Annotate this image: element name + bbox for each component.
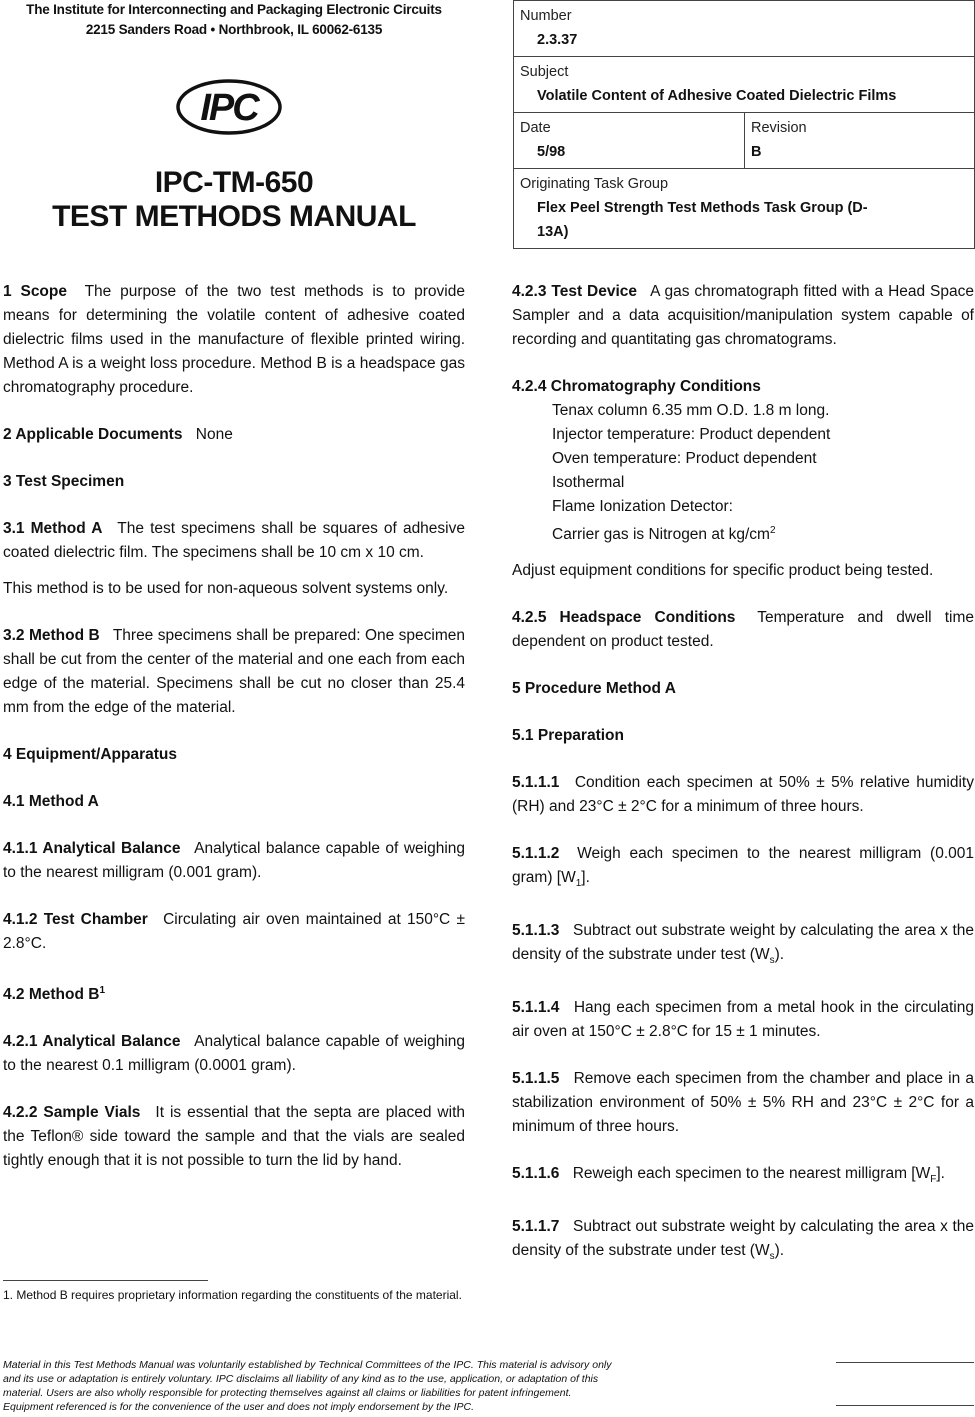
- step-text: Weigh each specimen to the nearest milligram (0.001 gram) [W: [512, 845, 974, 887]
- condition-item: Flame Ionization Detector:: [552, 498, 733, 515]
- step-text-end: ).: [774, 946, 785, 964]
- footnote: 1. Method B requires proprietary information regarding the constituents of the material.: [3, 1288, 462, 1302]
- step-5-1-1-1: [512, 771, 974, 819]
- manual-title-line2: TEST METHODS MANUAL: [52, 200, 416, 233]
- section-text: Analytical balance capable of weighing to the nearest milligram (0.001 gram).: [3, 840, 465, 881]
- task-group-cell: [514, 169, 975, 249]
- step-text: Hang each specimen from a metal hook in the circulating air oven at 150°C ± 2.8°C for 15 ± 1 minutes.: [512, 999, 974, 1041]
- superscript: 2: [769, 525, 776, 536]
- ipc-logo: [176, 79, 282, 135]
- step-5-1-1-2: [512, 842, 974, 896]
- footnote-rule: [3, 1280, 208, 1281]
- revision-value: B: [751, 144, 762, 160]
- step-5-1-1-3: [512, 919, 974, 973]
- condition-item: Injector temperature: Product dependent: [552, 426, 831, 443]
- step-text-end: ).: [774, 1242, 785, 1260]
- section-text: A gas chromatograph fitted with a Head Space Sampler and a data acquisition/manipulation system capable of recording and quantitating gas chromatograms.: [512, 283, 974, 348]
- document-info-table: [513, 0, 975, 249]
- section-5-heading: 5 Procedure Method A: [512, 680, 676, 698]
- condition-text: Carrier gas is Nitrogen at kg/cm: [552, 526, 770, 544]
- step-number: 5.1.1.5: [512, 1070, 560, 1088]
- revision-label: Revision: [751, 120, 807, 136]
- section-heading: 4.1.1 Analytical Balance: [3, 840, 181, 857]
- step-5-1-1-7: [512, 1215, 974, 1269]
- section-text: Analytical balance capable of weighing to the nearest 0.1 milligram (0.0001 gram).: [3, 1033, 465, 1075]
- section-heading: 2 Applicable Documents: [3, 426, 183, 443]
- manual-title: [0, 166, 468, 234]
- step-5-1-1-4: [512, 996, 974, 1044]
- disclaimer-line: and its use or adaptation is entirely voluntary. IPC disclaims all liability of any kind as to the use, application, or adaptation of this: [3, 1373, 599, 1385]
- step-number: 5.1.1.3: [512, 922, 560, 940]
- step-number: 5.1.1.6: [512, 1165, 560, 1183]
- section-4-2-heading: [3, 979, 465, 1007]
- step-text: Reweigh each specimen to the nearest milligram [W: [572, 1165, 931, 1183]
- condition-item: Tenax column 6.35 mm O.D. 1.8 m long.: [552, 402, 830, 419]
- section-4-1-1: [3, 837, 465, 885]
- organization-header: [0, 0, 468, 40]
- section-heading: 4.1.2 Test Chamber: [3, 911, 148, 928]
- condition-item: [552, 519, 974, 547]
- section-3-1-note: This method is to be used for non-aqueous solvent systems only.: [3, 580, 449, 597]
- section-4-2-2: [3, 1101, 465, 1173]
- page-info-rule-top: [836, 1362, 974, 1363]
- section-heading: 4.2.5 Headspace Conditions: [512, 609, 736, 627]
- step-text: Subtract out substrate weight by calculating the area x the density of the substrate under test (W: [512, 922, 974, 964]
- step-5-1-1-5: [512, 1067, 974, 1139]
- disclaimer-line: Material in this Test Methods Manual was voluntarily established by Technical Committees of the IPC. This material is advisory only: [3, 1359, 612, 1371]
- section-2-documents: [3, 423, 465, 447]
- task-group-value: Flex Peel Strength Test Methods Task Group (D-13A): [537, 200, 868, 240]
- section-1-scope: [3, 280, 465, 400]
- date-cell: [514, 113, 745, 169]
- disclaimer: [3, 1358, 703, 1414]
- section-heading: 3.2 Method B: [3, 627, 100, 644]
- section-text: Circulating air oven maintained at 150°C ± 2.8°C.: [3, 911, 465, 952]
- section-text: The test specimens shall be squares of adhesive coated dielectric film. The specimens shall be 10 cm x 10 cm.: [3, 520, 465, 561]
- page-info-rule-bottom: [836, 1405, 974, 1406]
- step-text-end: ].: [581, 869, 590, 887]
- number-value: 2.3.37: [537, 32, 578, 48]
- section-text: The purpose of the two test methods is to provide means for determining the volatile content of adhesive coated dielectric films used in the manufacture of flexible printed wiring. Method A is a weight loss procedure. Method B is a headspace gas chromatography procedure.: [3, 283, 465, 396]
- organization-name: The Institute for Interconnecting and Packaging Electronic Circuits: [26, 2, 442, 17]
- number-cell: [514, 1, 975, 57]
- organization-address: 2215 Sanders Road • Northbrook, IL 60062-6135: [85, 22, 383, 37]
- disclaimer-line: Equipment referenced is for the convenience of the user and does not imply endorsement by the IPC.: [3, 1401, 475, 1413]
- manual-title-line1: IPC-TM-650: [154, 166, 314, 199]
- section-heading: 4.2.1 Analytical Balance: [3, 1033, 181, 1051]
- section-heading: 3.1 Method A: [3, 520, 103, 537]
- section-heading: 1 Scope: [3, 283, 67, 300]
- section-4-2-3: [512, 280, 974, 352]
- section-text: None: [195, 426, 233, 443]
- section-3-2: [3, 624, 465, 720]
- step-number: 5.1.1.7: [512, 1218, 560, 1236]
- subject-cell: [514, 57, 975, 113]
- section-3-1: [3, 517, 465, 565]
- subject-value: Volatile Content of Adhesive Coated Dielectric Films: [537, 88, 897, 104]
- section-text: Three specimens shall be prepared: One specimen shall be cut from the center of the material and one each from each edge of the material. Specimens shall be cut no closer than 25.4 mm from the edge of the material.: [3, 627, 465, 716]
- subject-label: Subject: [520, 64, 569, 80]
- section-heading: 4.2.2 Sample Vials: [3, 1104, 141, 1122]
- task-group-label: Originating Task Group: [520, 176, 669, 192]
- right-column: [512, 280, 974, 1270]
- section-heading: 4.2 Method B: [3, 986, 100, 1004]
- section-3-heading: 3 Test Specimen: [3, 473, 125, 490]
- section-4-1-heading: 4.1 Method A: [3, 793, 99, 810]
- step-5-1-1-6: [512, 1162, 974, 1192]
- subscript: 1: [575, 878, 582, 890]
- disclaimer-line: material. Users are also wholly responsible for protecting themselves against all claims or liabilities for patent infringement.: [3, 1387, 572, 1399]
- revision-cell: [745, 113, 975, 169]
- step-text: Subtract out substrate weight by calculating the area x the density of the substrate under test (W: [512, 1218, 974, 1260]
- adjust-note: Adjust equipment conditions for specific product being tested.: [512, 562, 934, 580]
- subscript: s: [769, 955, 775, 967]
- section-4-heading: 4 Equipment/Apparatus: [3, 746, 177, 763]
- footnote-marker: 1: [99, 985, 106, 996]
- step-text: Remove each specimen from the chamber and place in a stabilization environment of 50% ± 5% RH and 23°C ± 2°C for a minimum of three hours.: [512, 1070, 975, 1136]
- section-4-2-1: [3, 1030, 465, 1078]
- number-label: Number: [520, 8, 572, 24]
- date-label: Date: [520, 120, 551, 136]
- subscript: s: [769, 1251, 775, 1263]
- step-text: Condition each specimen at 50% ± 5% relative humidity (RH) and 23°C ± 2°C for a minimum of three hours.: [512, 774, 974, 816]
- step-number: 5.1.1.4: [512, 999, 560, 1017]
- section-5-1-heading: 5.1 Preparation: [512, 727, 624, 745]
- condition-item: Oven temperature: Product dependent: [552, 450, 817, 467]
- section-4-2-5: [512, 606, 974, 654]
- step-number: 5.1.1.2: [512, 845, 560, 863]
- svg-text:IPC: IPC: [200, 87, 258, 129]
- step-number: 5.1.1.1: [512, 774, 560, 792]
- section-heading: 4.2.3 Test Device: [512, 283, 638, 300]
- chromatography-conditions-list: [512, 399, 974, 547]
- left-column: [3, 280, 465, 1173]
- section-text: Temperature and dwell time dependent on product tested.: [512, 609, 974, 651]
- subscript: F: [930, 1174, 937, 1186]
- section-text: It is essential that the septa are placed with the Teflon® side toward the sample and that the vials are sealed tightly enough that it is not possible to turn the lid by hand.: [3, 1104, 465, 1170]
- section-4-2-4-heading: 4.2.4 Chromatography Conditions: [512, 378, 761, 395]
- step-text-end: ].: [936, 1165, 945, 1183]
- date-value: 5/98: [537, 144, 566, 160]
- condition-item: Isothermal: [552, 474, 625, 491]
- section-4-1-2: [3, 908, 465, 956]
